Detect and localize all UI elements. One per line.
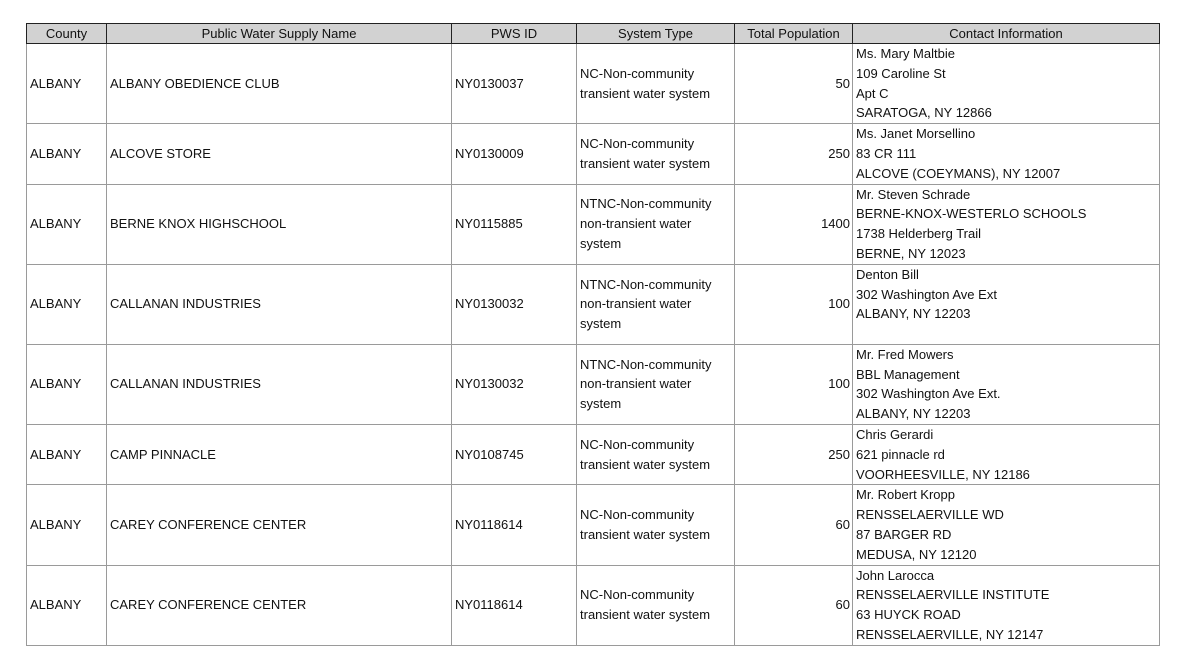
system-type-line: transient water system xyxy=(580,155,711,171)
contact-line: ALBANY, NY 12203 xyxy=(856,306,971,322)
county-cell: ALBANY xyxy=(27,44,107,124)
contact-line: Mr. Steven Schrade xyxy=(856,186,971,202)
table-row xyxy=(27,44,1160,124)
contact-line: BERNE-KNOX-WESTERLO SCHOOLS xyxy=(856,206,1087,222)
system-type-line: transient water system xyxy=(580,85,711,101)
table-row xyxy=(27,565,1160,645)
system-type-line: system xyxy=(580,396,622,412)
county-cell: ALBANY xyxy=(27,485,107,565)
table-body xyxy=(27,44,1160,646)
contact-line: 83 CR 111 xyxy=(856,145,917,161)
contact-line: RENSSELAERVILLE, NY 12147 xyxy=(856,626,1044,642)
pws-id-cell: NY0118614 xyxy=(452,485,577,565)
contact-line: RENSSELAERVILLE WD xyxy=(856,507,1004,523)
contact-line: 1738 Helderberg Trail xyxy=(856,226,982,242)
header-pws-id: PWS ID xyxy=(452,24,577,44)
system-type-line: NC-Non-community xyxy=(580,587,695,603)
pws-id-cell: NY0115885 xyxy=(452,184,577,264)
system-type-cell xyxy=(577,485,735,565)
contact-cell xyxy=(853,485,1160,565)
population-cell: 1400 xyxy=(735,184,853,264)
county-cell: ALBANY xyxy=(27,124,107,184)
county-cell: ALBANY xyxy=(27,264,107,344)
system-type-cell xyxy=(577,184,735,264)
system-type-line: NTNC-Non-community xyxy=(580,276,712,292)
system-type-line: non-transient water xyxy=(580,216,692,232)
population-cell: 60 xyxy=(735,565,853,645)
contact-cell xyxy=(853,264,1160,344)
system-type-cell xyxy=(577,424,735,484)
supply-name-cell: CAMP PINNACLE xyxy=(107,424,452,484)
contact-cell xyxy=(853,184,1160,264)
contact-cell xyxy=(853,124,1160,184)
county-cell: ALBANY xyxy=(27,344,107,424)
contact-line: BERNE, NY 12023 xyxy=(856,245,966,261)
contact-line: 87 BARGER RD xyxy=(856,526,952,542)
contact-cell xyxy=(853,44,1160,124)
pws-id-cell: NY0118614 xyxy=(452,565,577,645)
contact-line: John Larocca xyxy=(856,567,935,583)
system-type-line: NC-Non-community xyxy=(580,65,695,81)
system-type-line: NC-Non-community xyxy=(580,136,695,152)
system-type-cell xyxy=(577,124,735,184)
table-row xyxy=(27,124,1160,184)
header-name: Public Water Supply Name xyxy=(107,24,452,44)
contact-cell xyxy=(853,565,1160,645)
population-cell: 50 xyxy=(735,44,853,124)
header-county: County xyxy=(27,24,107,44)
contact-line: ALCOVE (COEYMANS), NY 12007 xyxy=(856,165,1061,181)
supply-name-cell: CALLANAN INDUSTRIES xyxy=(107,264,452,344)
contact-line: BBL Management xyxy=(856,366,960,382)
contact-line: Denton Bill xyxy=(856,266,919,282)
population-cell: 250 xyxy=(735,424,853,484)
supply-name-cell: CAREY CONFERENCE CENTER xyxy=(107,485,452,565)
system-type-line: NC-Non-community xyxy=(580,436,695,452)
table-row xyxy=(27,264,1160,344)
county-cell: ALBANY xyxy=(27,184,107,264)
contact-line: RENSSELAERVILLE INSTITUTE xyxy=(856,587,1050,603)
contact-line: 621 pinnacle rd xyxy=(856,446,945,462)
system-type-cell xyxy=(577,264,735,344)
contact-line: Mr. Fred Mowers xyxy=(856,346,954,362)
contact-line: MEDUSA, NY 12120 xyxy=(856,546,977,562)
system-type-line: transient water system xyxy=(580,607,711,623)
contact-line: 302 Washington Ave Ext. xyxy=(856,386,1001,402)
supply-name-cell: ALBANY OBEDIENCE CLUB xyxy=(107,44,452,124)
header-system-type: System Type xyxy=(577,24,735,44)
system-type-line: system xyxy=(580,236,622,252)
contact-line: Ms. Janet Morsellino xyxy=(856,126,976,142)
table-row xyxy=(27,485,1160,565)
table-row xyxy=(27,184,1160,264)
system-type-cell xyxy=(577,44,735,124)
pws-id-cell: NY0130032 xyxy=(452,344,577,424)
water-supply-table xyxy=(26,23,1160,646)
system-type-cell xyxy=(577,565,735,645)
pws-id-cell: NY0108745 xyxy=(452,424,577,484)
system-type-line: transient water system xyxy=(580,456,711,472)
system-type-line: non-transient water xyxy=(580,296,692,312)
system-type-line: system xyxy=(580,316,622,332)
header-population: Total Population xyxy=(735,24,853,44)
contact-line: 109 Caroline St xyxy=(856,65,946,81)
contact-line: 63 HUYCK ROAD xyxy=(856,607,961,623)
system-type-line: non-transient water xyxy=(580,376,692,392)
header-row xyxy=(27,24,1160,44)
system-type-cell xyxy=(577,344,735,424)
header-contact: Contact Information xyxy=(853,24,1160,44)
pws-id-cell: NY0130009 xyxy=(452,124,577,184)
pws-id-cell: NY0130032 xyxy=(452,264,577,344)
system-type-line: transient water system xyxy=(580,526,711,542)
supply-name-cell: CAREY CONFERENCE CENTER xyxy=(107,565,452,645)
system-type-line: NTNC-Non-community xyxy=(580,196,712,212)
contact-line: ALBANY, NY 12203 xyxy=(856,406,971,422)
population-cell: 100 xyxy=(735,264,853,344)
contact-cell xyxy=(853,424,1160,484)
system-type-line: NTNC-Non-community xyxy=(580,356,712,372)
contact-line: Apt C xyxy=(856,85,889,101)
county-cell: ALBANY xyxy=(27,424,107,484)
table-row xyxy=(27,344,1160,424)
supply-name-cell: ALCOVE STORE xyxy=(107,124,452,184)
contact-line: VOORHEESVILLE, NY 12186 xyxy=(856,466,1030,482)
population-cell: 60 xyxy=(735,485,853,565)
contact-line: SARATOGA, NY 12866 xyxy=(856,105,992,121)
population-cell: 100 xyxy=(735,344,853,424)
pws-id-cell: NY0130037 xyxy=(452,44,577,124)
contact-cell xyxy=(853,344,1160,424)
table-row xyxy=(27,424,1160,484)
supply-name-cell: CALLANAN INDUSTRIES xyxy=(107,344,452,424)
contact-line: 302 Washington Ave Ext xyxy=(856,286,997,302)
contact-line: Mr. Robert Kropp xyxy=(856,487,955,503)
contact-line: Ms. Mary Maltbie xyxy=(856,46,955,61)
supply-name-cell: BERNE KNOX HIGHSCHOOL xyxy=(107,184,452,264)
contact-line: Chris Gerardi xyxy=(856,426,934,442)
system-type-line: NC-Non-community xyxy=(580,507,695,523)
population-cell: 250 xyxy=(735,124,853,184)
county-cell: ALBANY xyxy=(27,565,107,645)
